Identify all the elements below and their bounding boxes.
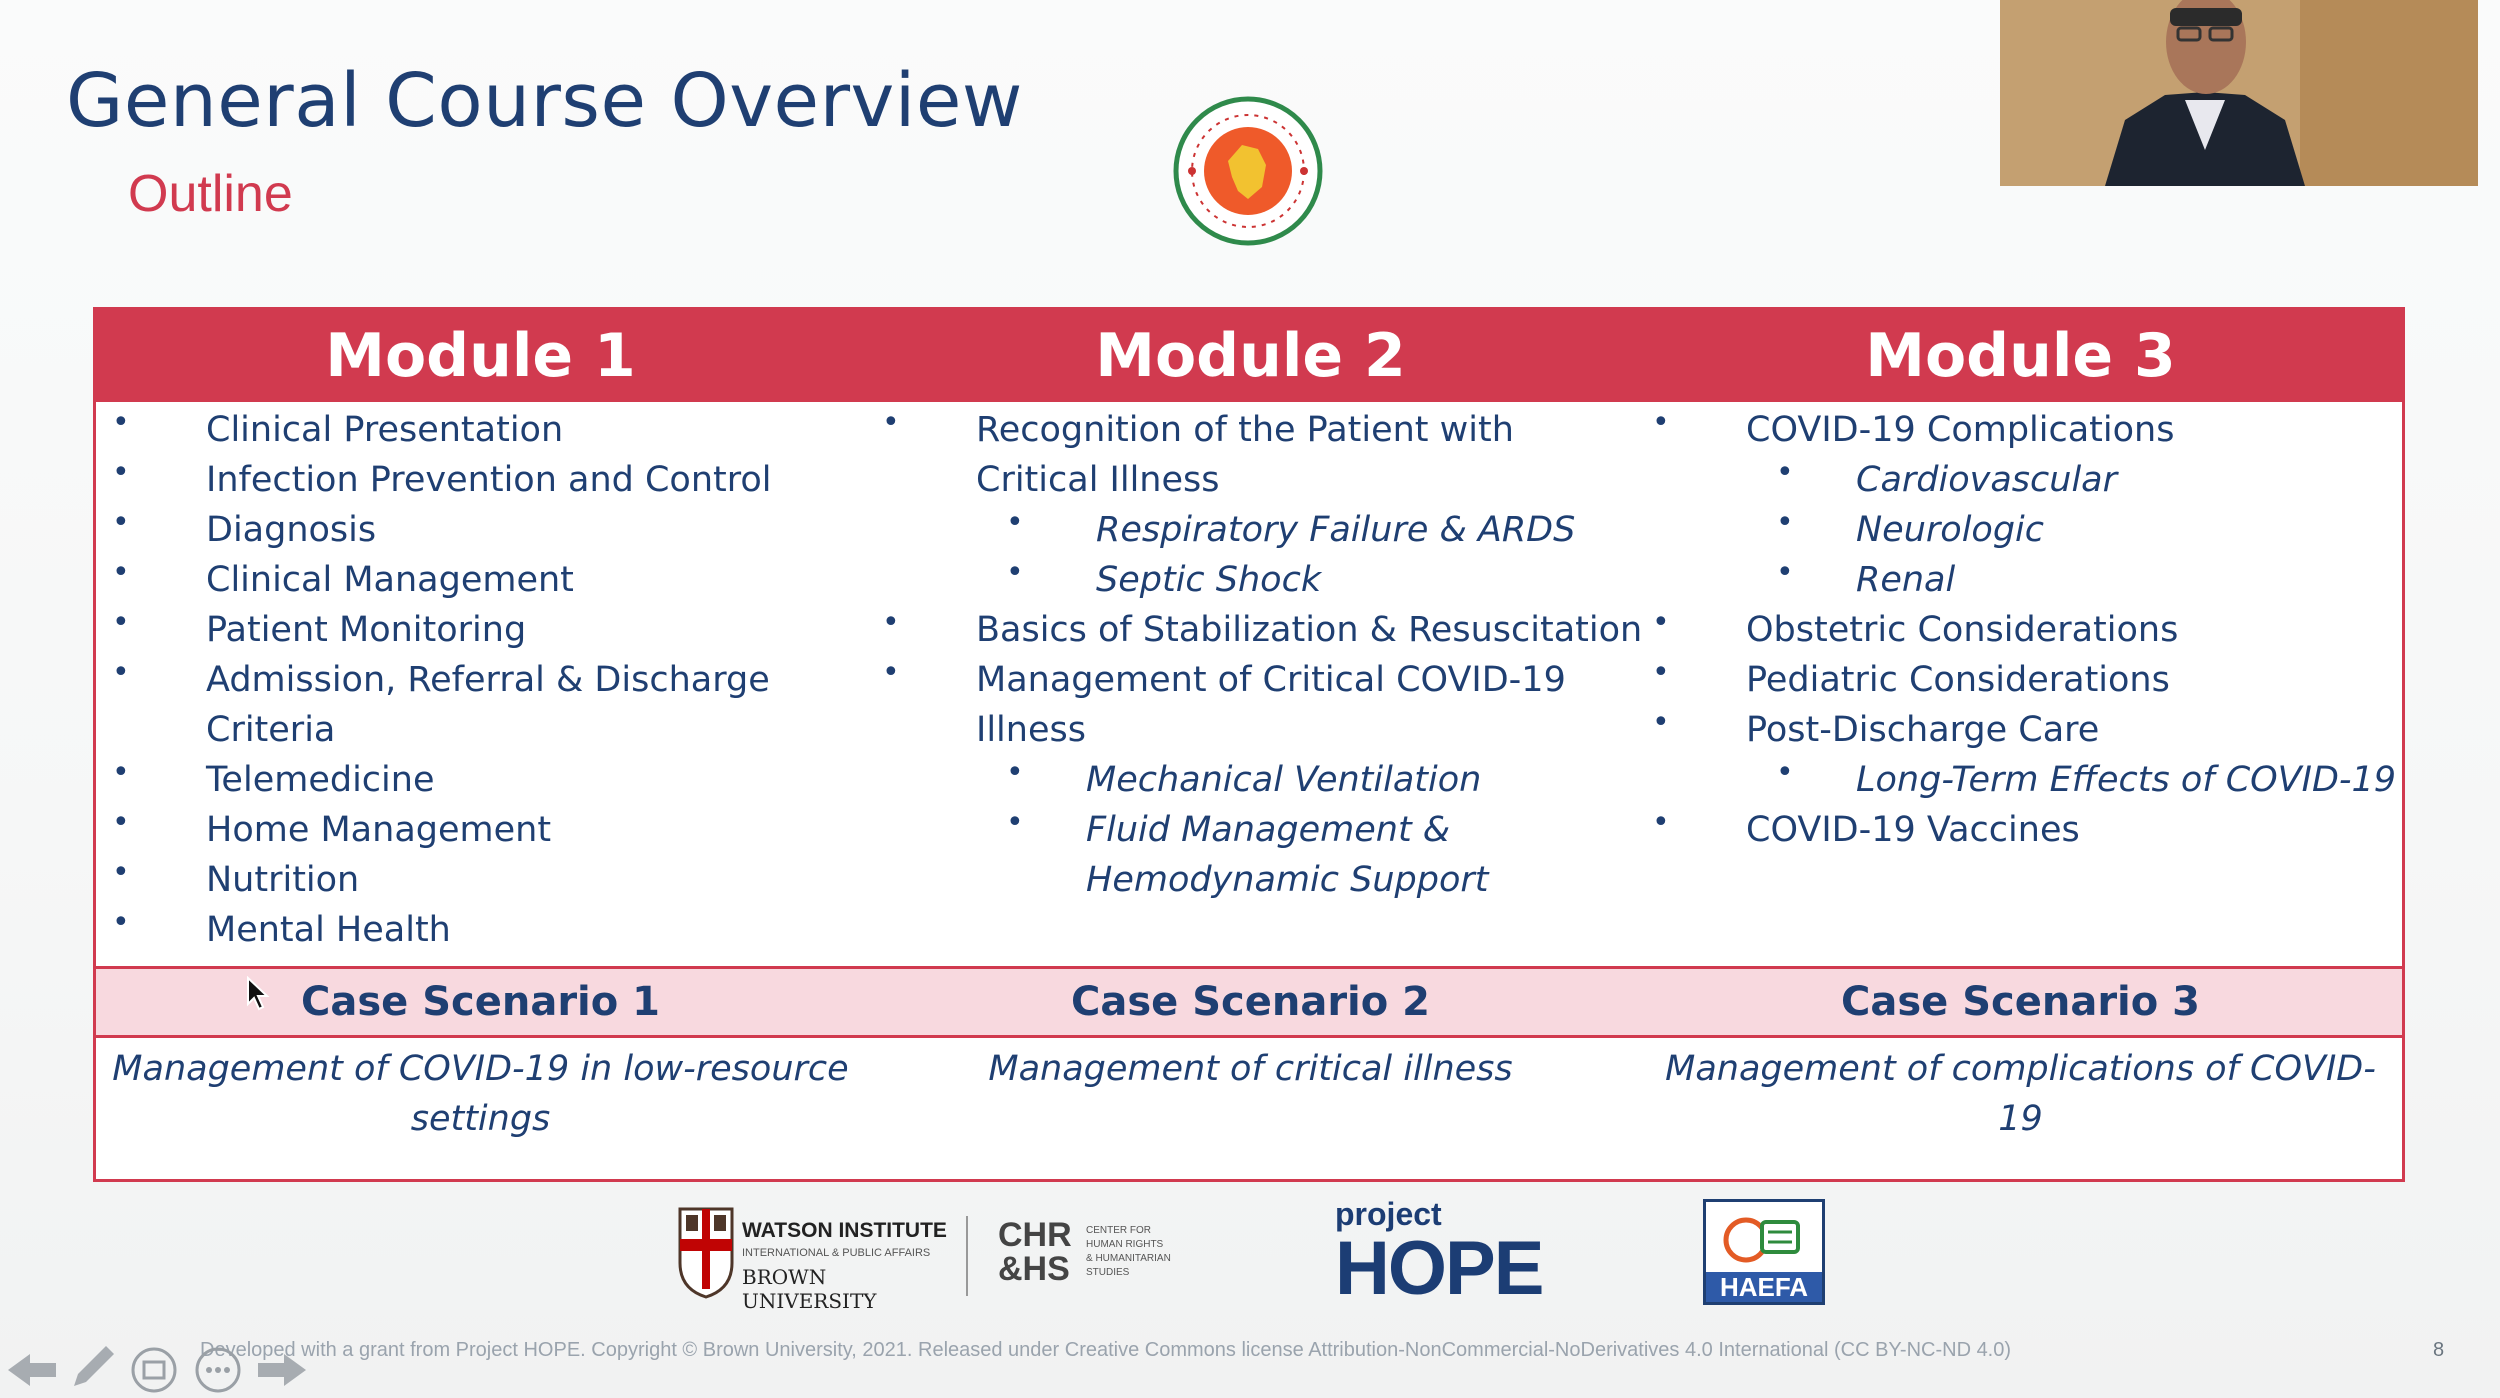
bullet: • (112, 905, 130, 940)
more-icon[interactable] (194, 1346, 242, 1394)
chrhs-small-text: & HUMANITARIAN (1086, 1253, 1171, 1264)
list-item: Clinical Presentation (206, 410, 564, 450)
bullet: • (112, 605, 130, 640)
slide-title: General Course Overview (66, 58, 1023, 144)
list-item: Nutrition (206, 860, 360, 900)
sub-list-item: Respiratory Failure & ARDS (1096, 510, 1576, 550)
case-scenario-2-description (866, 1044, 1635, 1094)
case-scenario-row (96, 966, 2402, 1038)
module-1-title: Module 1 (325, 321, 636, 391)
pen-icon[interactable] (66, 1338, 122, 1394)
bullet: • (112, 855, 130, 890)
list-item-continuation: Illness (976, 710, 1086, 750)
chrhs-small-text: STUDIES (1086, 1267, 1130, 1278)
case-desc-line: Management of critical illness (988, 1049, 1513, 1089)
sub-list-item: Fluid Management & (1086, 810, 1451, 850)
list-item: Home Management (206, 810, 552, 850)
page-number: 8 (2433, 1339, 2445, 1361)
case-scenario-1-description (96, 1044, 865, 1144)
bullet: • (1652, 805, 1670, 840)
list-item-continuation: Criteria (206, 710, 336, 750)
chrhs-line-2: &HS (998, 1250, 1070, 1288)
sub-list-item-continuation: Hemodynamic Support (1086, 860, 1489, 900)
list-item: Obstetric Considerations (1746, 610, 2179, 650)
chrhs-small-text: CENTER FOR (1086, 1225, 1151, 1236)
brown-shield-icon (676, 1203, 736, 1299)
list-item: Telemedicine (206, 760, 435, 800)
module-2-title: Module 2 (1095, 321, 1406, 391)
list-item: Basics of Stabilization & Resuscitation (976, 610, 1643, 650)
bullet: • (1652, 655, 1670, 690)
mouse-cursor-icon (246, 976, 272, 1012)
haefa-label: HAEFA (1706, 1272, 1822, 1302)
government-emblem-logo (1172, 95, 1324, 247)
bullet: • (882, 655, 900, 690)
bullet: • (112, 755, 130, 790)
bullet: • (882, 605, 900, 640)
sub-list-item: Mechanical Ventilation (1086, 760, 1482, 800)
chrhs-small-text: HUMAN RIGHTS (1086, 1239, 1164, 1250)
bullet: • (1006, 755, 1024, 790)
watson-line-1: WATSON INSTITUTE (742, 1219, 947, 1242)
list-item: Patient Monitoring (206, 610, 527, 650)
project-hope-logo (1335, 1196, 1565, 1311)
bullet: • (112, 455, 130, 490)
watson-institute-logo (676, 1203, 966, 1313)
chrhs-line-1: CHR (998, 1216, 1072, 1254)
sub-list-item: Renal (1856, 560, 1956, 600)
sub-list-item: Neurologic (1856, 510, 2045, 550)
webcam-video-feed (2000, 0, 2478, 186)
hope-top-text: project (1335, 1196, 1442, 1232)
sub-list-item: Long-Term Effects of COVID-19 (1856, 760, 2397, 800)
bullet: • (1006, 505, 1024, 540)
bullet: • (1776, 555, 1794, 590)
bullet: • (1652, 405, 1670, 440)
forward-arrow-icon[interactable] (256, 1350, 308, 1390)
watson-line-2: INTERNATIONAL & PUBLIC AFFAIRS (742, 1247, 931, 1259)
list-item: COVID-19 Complications (1746, 410, 2175, 450)
bullet: • (112, 505, 130, 540)
list-item: Clinical Management (206, 560, 574, 600)
chrhs-logo (998, 1218, 1208, 1298)
sub-list-item: Cardiovascular (1856, 460, 2118, 500)
course-outline-table (93, 307, 2405, 1182)
case-scenario-2-title: Case Scenario 2 (1070, 979, 1430, 1025)
bullet: • (1652, 705, 1670, 740)
module-header-row (96, 310, 2402, 402)
bullet: • (1652, 605, 1670, 640)
list-item: COVID-19 Vaccines (1746, 810, 2080, 850)
haefa-logo (1703, 1199, 1825, 1305)
case-desc-line: 19 (1998, 1099, 2043, 1139)
bullet: • (1776, 755, 1794, 790)
bullet: • (112, 555, 130, 590)
sub-list-item: Septic Shock (1096, 560, 1322, 600)
bullet: • (882, 405, 900, 440)
slides-icon[interactable] (130, 1346, 178, 1394)
list-item: Admission, Referral & Discharge (206, 660, 770, 700)
list-item: Infection Prevention and Control (206, 460, 772, 500)
bullet: • (112, 655, 130, 690)
bullet: • (1006, 805, 1024, 840)
slide-subtitle: Outline (128, 165, 293, 223)
logo-divider (966, 1216, 968, 1296)
list-item: Management of Critical COVID-19 (976, 660, 1566, 700)
footer-copyright: Developed with a grant from Project HOPE. Copyright © Brown University, 2021. Released under Creative Commons license Attribution-NonCommercial-NoDerivatives 4.0 International (CC BY-NC-ND 4.0) (200, 1339, 2012, 1361)
list-item: Pediatric Considerations (1746, 660, 2170, 700)
bullet: • (112, 805, 130, 840)
case-scenario-3-description (1636, 1044, 2405, 1144)
case-desc-line: Management of complications of COVID- (1665, 1049, 2376, 1089)
haefa-emblem-icon (1706, 1204, 1822, 1270)
bullet: • (1006, 555, 1024, 590)
watson-line-3: BROWN UNIVERSITY (742, 1265, 877, 1313)
list-item: Mental Health (206, 910, 451, 950)
list-item: Recognition of the Patient with (976, 410, 1514, 450)
bullet: • (1776, 455, 1794, 490)
hope-main-text: HOPE (1335, 1226, 1543, 1311)
bullet: • (112, 405, 130, 440)
module-3-title: Module 3 (1865, 321, 2176, 391)
case-scenario-1-title: Case Scenario 1 (300, 979, 660, 1025)
list-item: Diagnosis (206, 510, 377, 550)
list-item: Post-Discharge Care (1746, 710, 2100, 750)
bullet: • (1776, 505, 1794, 540)
case-desc-line: Management of COVID-19 in low-resource (112, 1049, 849, 1089)
case-desc-line: settings (410, 1099, 551, 1139)
list-item-continuation: Critical Illness (976, 460, 1220, 500)
back-arrow-icon[interactable] (6, 1350, 58, 1390)
case-scenario-3-title: Case Scenario 3 (1840, 979, 2200, 1025)
